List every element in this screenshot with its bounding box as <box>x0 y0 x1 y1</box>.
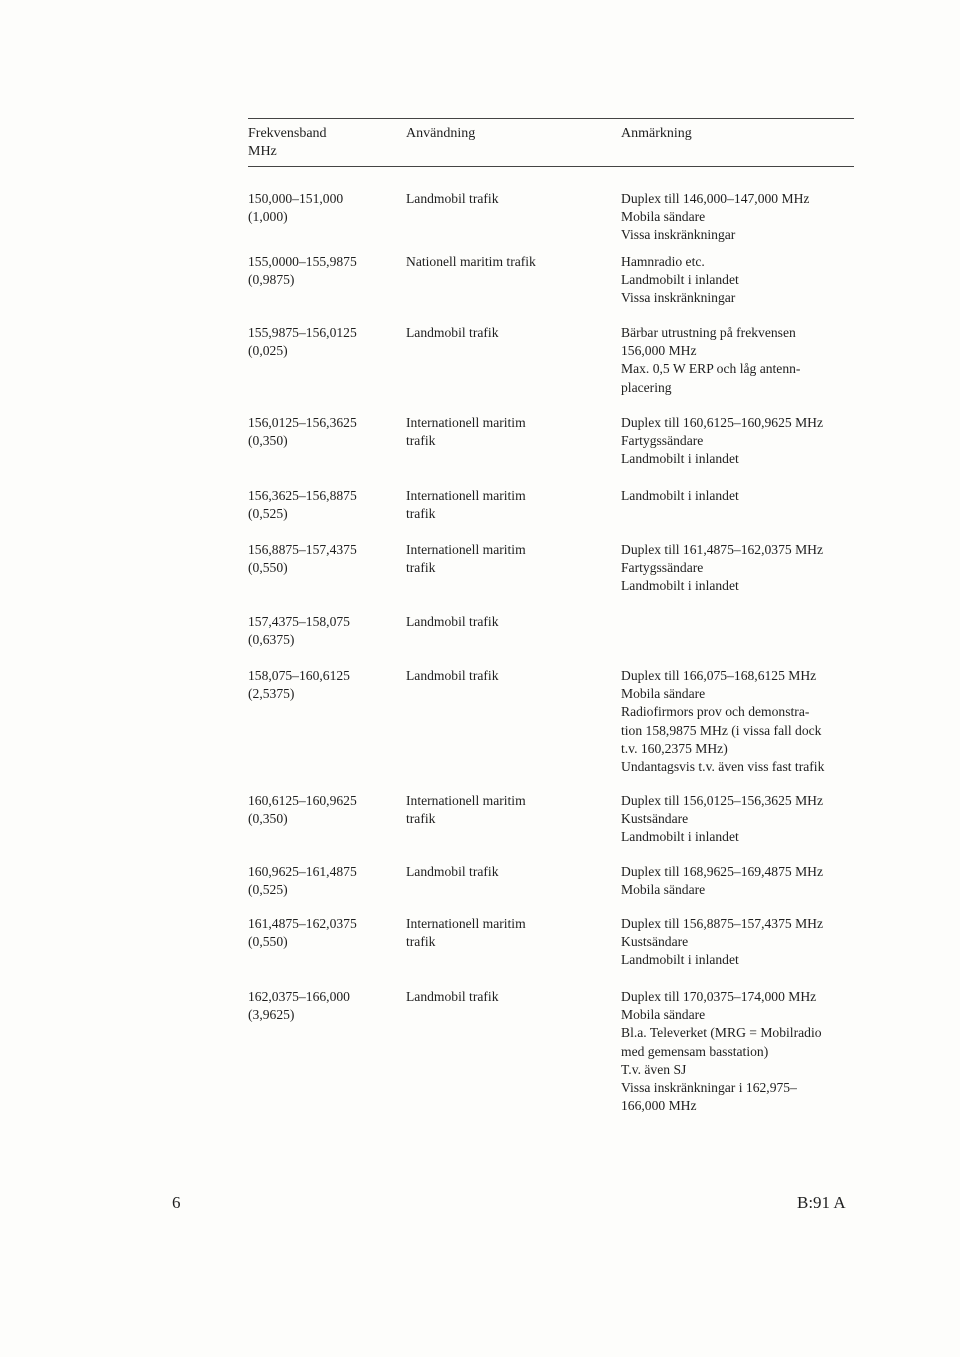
usage-line: Landmobil trafik <box>406 325 499 340</box>
usage-cell <box>406 414 611 450</box>
frequency-band-cell <box>248 253 398 289</box>
remark-line: Undantagsvis t.v. även viss fast trafik <box>621 759 825 775</box>
usage-line: Landmobil trafik <box>406 989 499 1004</box>
usage-line: Internationell maritim <box>406 488 526 503</box>
remark-cell <box>621 667 858 776</box>
frequency-band-line: 156,0125–156,3625 <box>248 415 357 430</box>
frequency-band-line: 160,9625–161,4875 <box>248 864 357 879</box>
usage-cell <box>406 863 611 881</box>
remark-line: Landmobilt i inlandet <box>621 488 739 503</box>
usage-cell <box>406 190 611 208</box>
usage-line: trafik <box>406 506 436 522</box>
frequency-band-line: 161,4875–162,0375 <box>248 916 357 931</box>
remark-line: med gemensam basstation) <box>621 1043 769 1059</box>
remark-line: Mobila sändare <box>621 686 706 702</box>
remark-line: Duplex till 160,6125–160,9625 MHz <box>621 415 824 430</box>
remark-cell <box>621 253 858 308</box>
usage-line: Internationell maritim <box>406 793 526 808</box>
usage-cell <box>406 253 611 271</box>
remark-line: Fartygssändare <box>621 433 704 449</box>
usage-line: trafik <box>406 934 436 950</box>
frequency-band-line: (1,000) <box>248 209 288 225</box>
usage-line: Landmobil trafik <box>406 668 499 683</box>
frequency-band-cell <box>248 915 398 951</box>
remark-cell <box>621 487 858 505</box>
frequency-band-cell <box>248 324 398 360</box>
remark-line: Max. 0,5 W ERP och låg antenn- <box>621 361 801 377</box>
remark-line: Radiofirmors prov och demonstra- <box>621 704 810 720</box>
remark-line: Duplex till 161,4875–162,0375 MHz <box>621 542 824 557</box>
remark-line: Vissa inskränkningar i 162,975– <box>621 1080 797 1096</box>
usage-line: Landmobil trafik <box>406 191 499 206</box>
frequency-band-line: (0,9875) <box>248 272 295 288</box>
remark-line: Duplex till 156,8875–157,4375 MHz <box>621 916 824 931</box>
frequency-band-line: (0,525) <box>248 882 288 898</box>
remark-line: Mobila sändare <box>621 882 706 898</box>
remark-cell <box>621 988 858 1115</box>
frequency-band-cell <box>248 541 398 577</box>
header-col2-line: Användning <box>406 126 476 141</box>
usage-cell <box>406 541 611 577</box>
usage-cell <box>406 792 611 828</box>
remark-line: Kustsändare <box>621 934 689 950</box>
page-number: 6 <box>172 1193 181 1212</box>
remark-line: Hamnradio etc. <box>621 254 705 269</box>
remark-cell <box>621 190 858 245</box>
frequency-band-line: (0,6375) <box>248 632 295 648</box>
usage-line: trafik <box>406 433 436 449</box>
remark-line: Duplex till 170,0375–174,000 MHz <box>621 989 817 1004</box>
usage-line: Internationell maritim <box>406 916 526 931</box>
frequency-band-line: 150,000–151,000 <box>248 191 344 206</box>
frequency-band-line: 155,9875–156,0125 <box>248 325 357 340</box>
usage-line: Internationell maritim <box>406 415 526 430</box>
frequency-band-line: (3,9625) <box>248 1007 295 1023</box>
remark-line: Bl.a. Televerket (MRG = Mobilradio <box>621 1025 822 1041</box>
remark-line: Duplex till 156,0125–156,3625 MHz <box>621 793 824 808</box>
remark-line: Landmobilt i inlandet <box>621 829 739 845</box>
remark-line: Duplex till 166,075–168,6125 MHz <box>621 668 817 683</box>
table-top-rule <box>248 118 854 119</box>
remark-line: placering <box>621 379 672 395</box>
frequency-band-line: 160,6125–160,9625 <box>248 793 357 808</box>
remark-line: Mobila sändare <box>621 1007 706 1023</box>
remark-line: 156,000 MHz <box>621 343 697 359</box>
frequency-band-line: 162,0375–166,000 <box>248 989 350 1004</box>
remark-line: Duplex till 146,000–147,000 MHz <box>621 191 810 206</box>
usage-cell <box>406 667 611 685</box>
frequency-band-line: (0,550) <box>248 934 288 950</box>
frequency-band-line: (0,550) <box>248 560 288 576</box>
header-col1-unit: MHz <box>248 144 277 159</box>
remark-line: Fartygssändare <box>621 560 704 576</box>
frequency-band-line: 157,4375–158,075 <box>248 614 350 629</box>
remark-line: tion 158,9875 MHz (i vissa fall dock <box>621 722 822 738</box>
document-code: B:91 A <box>797 1193 846 1212</box>
usage-cell <box>406 324 611 342</box>
usage-line: Landmobil trafik <box>406 614 499 629</box>
remark-line: Bärbar utrustning på frekvensen <box>621 325 796 340</box>
usage-cell <box>406 487 611 523</box>
usage-cell <box>406 613 611 631</box>
header-anmarkning <box>621 125 692 143</box>
frequency-band-line: (0,350) <box>248 433 288 449</box>
usage-line: Internationell maritim <box>406 542 526 557</box>
remark-line: Vissa inskränkningar <box>621 227 736 243</box>
frequency-band-cell <box>248 988 398 1024</box>
remark-line: Mobila sändare <box>621 209 706 225</box>
remark-line: Landmobilt i inlandet <box>621 451 739 467</box>
usage-cell <box>406 988 611 1006</box>
usage-cell <box>406 915 611 951</box>
frequency-band-cell <box>248 863 398 899</box>
remark-line: Landmobilt i inlandet <box>621 578 739 594</box>
remark-cell <box>621 414 858 469</box>
remark-cell <box>621 541 858 596</box>
frequency-band-line: 155,0000–155,9875 <box>248 254 357 269</box>
remark-line: Landmobilt i inlandet <box>621 272 739 288</box>
remark-line: T.v. även SJ <box>621 1061 687 1077</box>
header-col1-line: Frekvensband <box>248 126 327 141</box>
remark-cell <box>621 863 858 899</box>
frequency-band-cell <box>248 414 398 450</box>
frequency-band-line: 156,8875–157,4375 <box>248 542 357 557</box>
usage-line: Nationell maritim trafik <box>406 254 536 269</box>
frequency-band-line: (2,5375) <box>248 686 295 702</box>
frequency-band-cell <box>248 487 398 523</box>
frequency-band-line: 156,3625–156,8875 <box>248 488 357 503</box>
remark-line: Landmobilt i inlandet <box>621 952 739 968</box>
remark-line: t.v. 160,2375 MHz) <box>621 740 728 756</box>
usage-line: trafik <box>406 811 436 827</box>
remark-cell <box>621 324 858 397</box>
table-header-rule <box>248 166 854 167</box>
remark-cell <box>621 915 858 970</box>
remark-cell <box>621 792 858 847</box>
frequency-band-cell <box>248 667 398 703</box>
frequency-band-line: (0,350) <box>248 811 288 827</box>
frequency-band-line: 158,075–160,6125 <box>248 668 350 683</box>
remark-line: Kustsändare <box>621 811 689 827</box>
usage-line: Landmobil trafik <box>406 864 499 879</box>
usage-line: trafik <box>406 560 436 576</box>
header-frekvensband <box>248 125 327 161</box>
remark-line: 166,000 MHz <box>621 1098 697 1114</box>
frequency-band-cell <box>248 190 398 226</box>
frequency-band-cell <box>248 613 398 649</box>
remark-line: Vissa inskränkningar <box>621 290 736 306</box>
frequency-band-line: (0,025) <box>248 343 288 359</box>
header-anvandning <box>406 125 475 143</box>
remark-line: Duplex till 168,9625–169,4875 MHz <box>621 864 824 879</box>
frequency-band-cell <box>248 792 398 828</box>
frequency-band-line: (0,525) <box>248 506 288 522</box>
header-col3-line: Anmärkning <box>621 126 692 141</box>
